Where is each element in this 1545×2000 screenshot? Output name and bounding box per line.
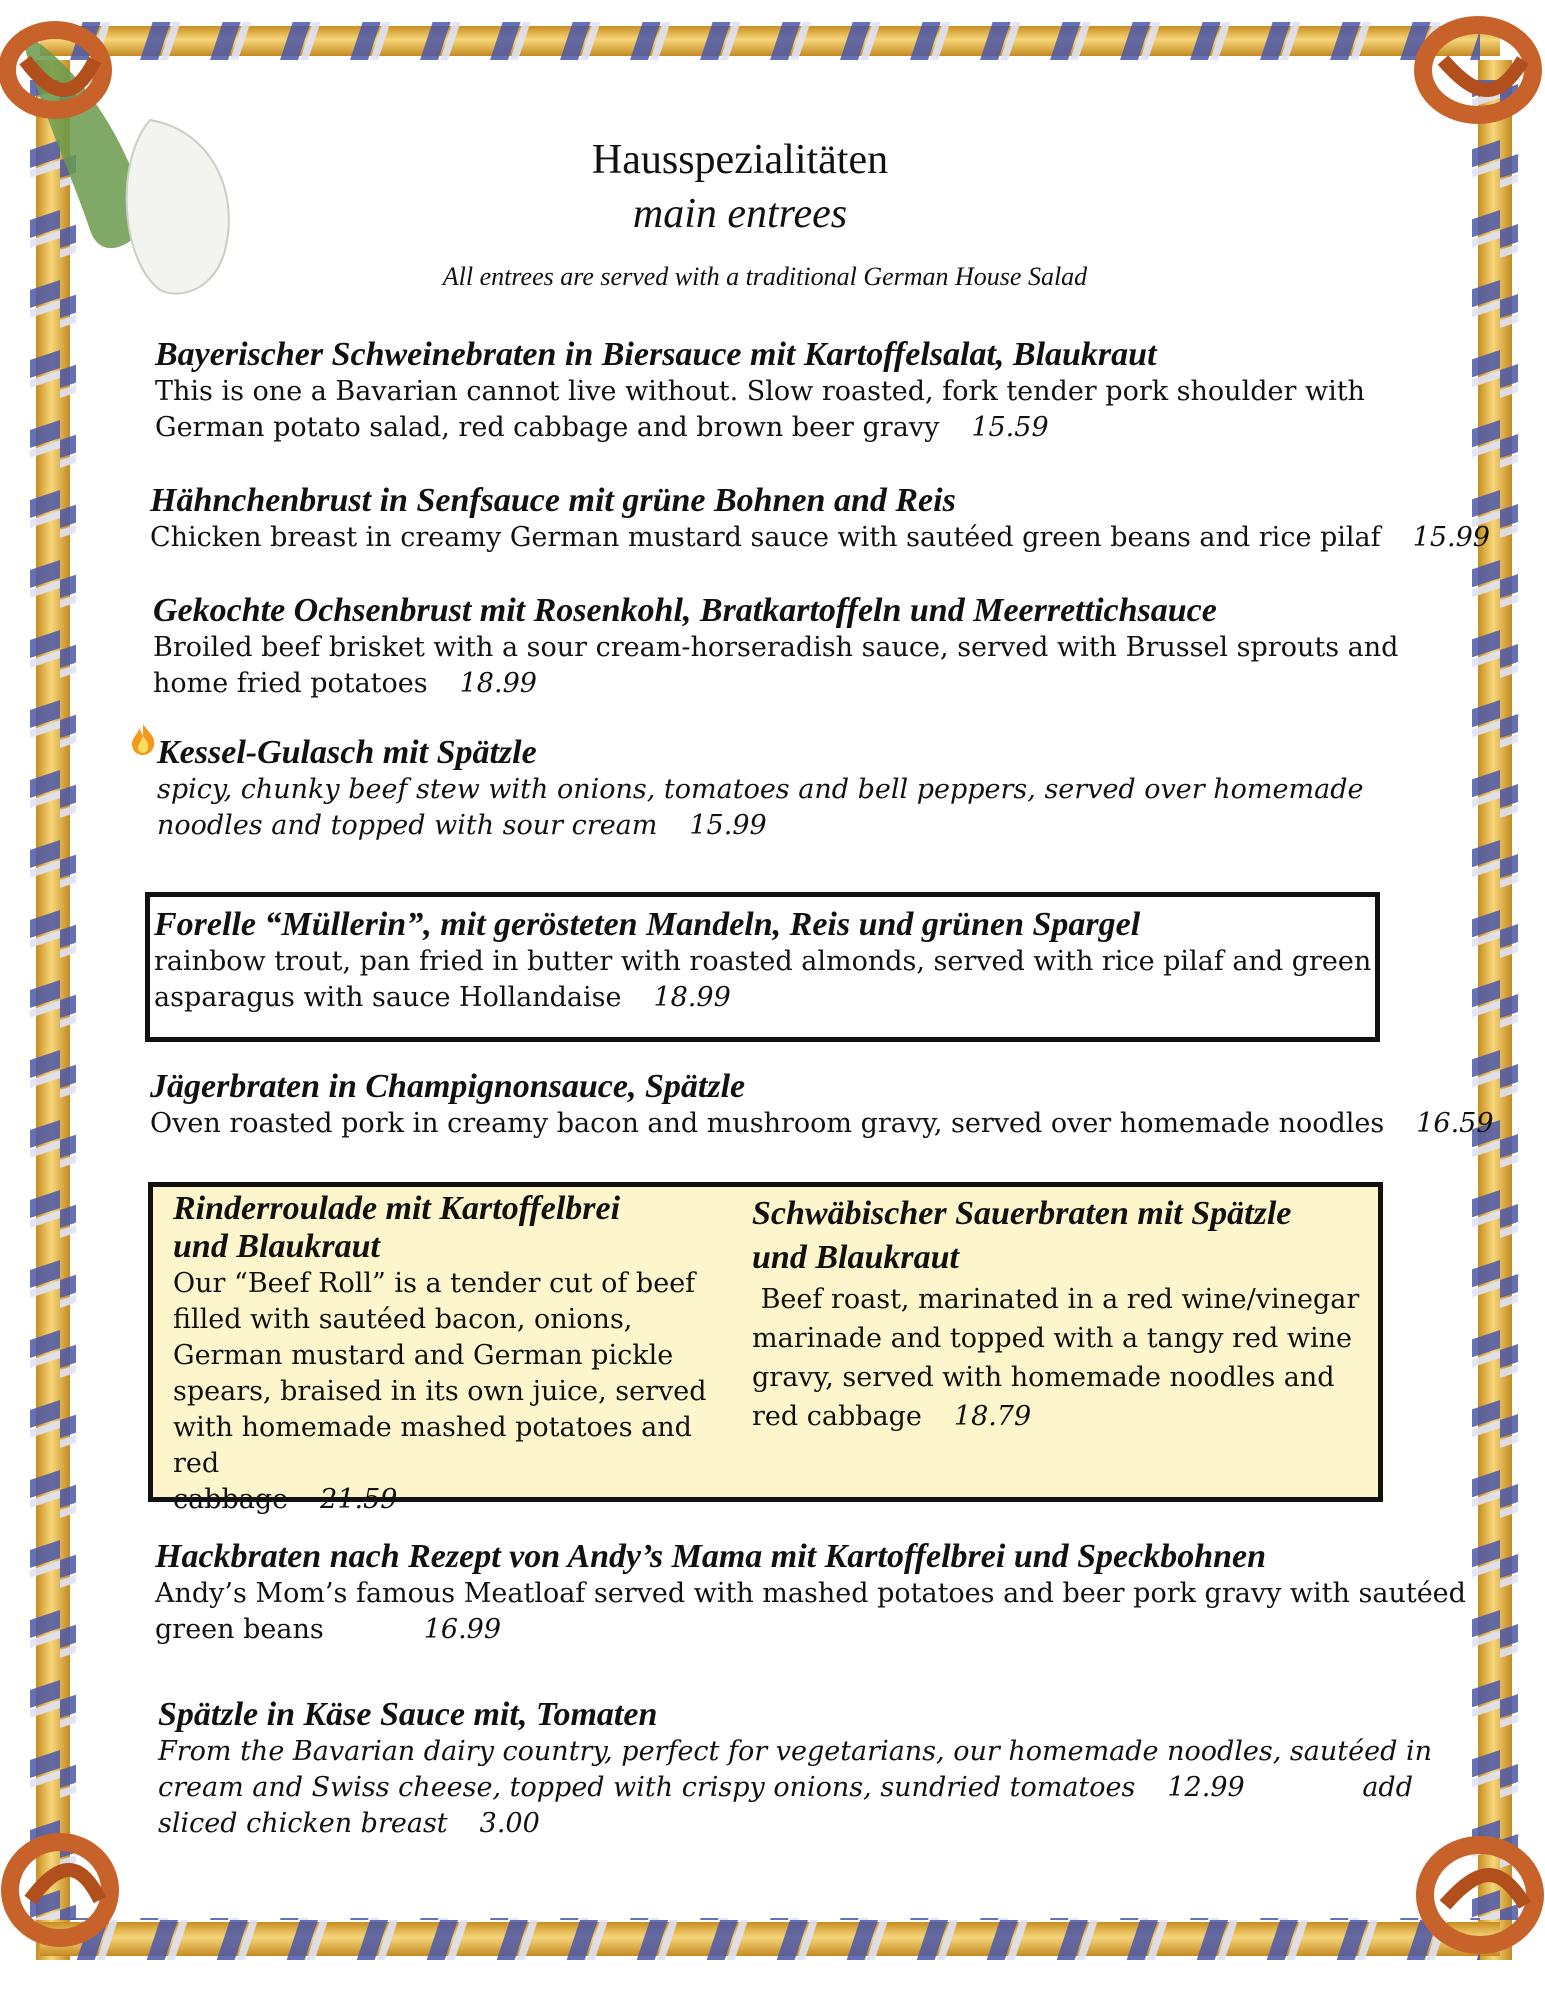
dish-price: 15.99 — [1412, 522, 1490, 553]
dish-description: home fried potatoes 18.99 — [153, 668, 537, 699]
dish-price: 21.59 — [320, 1484, 398, 1515]
dish-description: Broiled beef brisket with a sour cream-horseradish sauce, served with Brussel sprouts and — [153, 632, 1399, 663]
dish-price: 18.79 — [953, 1401, 1032, 1432]
addon-price: 3.00 — [479, 1808, 540, 1839]
dish-description: Andy’s Mom’s famous Meatloaf served with mashed potatoes and beer pork gravy with sautéed — [155, 1578, 1466, 1609]
menu-item — [155, 1538, 1466, 1648]
dish-price: 16.59 — [1416, 1108, 1494, 1139]
dish-description: green beans 16.99 — [155, 1614, 502, 1645]
dish-description: cabbage 21.59 — [173, 1484, 398, 1515]
dish-price: 18.99 — [459, 668, 537, 699]
menu-item — [150, 482, 1490, 556]
dish-description: Chicken breast in creamy German mustard sauce with sautéed green beans and rice pilaf 15.99 — [150, 522, 1490, 553]
dish-name: Rinderroulade mit Kartoffelbrei — [173, 1190, 621, 1227]
dish-name: Gekochte Ochsenbrust mit Rosenkohl, Bratkartoffeln und Meerrettichsauce — [153, 592, 1217, 629]
dish-description: asparagus with sauce Hollandaise 18.99 — [154, 982, 731, 1013]
dish-description: red cabbage 18.79 — [752, 1401, 1032, 1432]
dish-description: From the Bavarian dairy country, perfect for vegetarians, our homemade noodles, sautéed in — [158, 1736, 1432, 1767]
dish-description: noodles and topped with sour cream 15.99 — [157, 810, 767, 841]
dish-name: Schwäbischer Sauerbraten mit Spätzle — [752, 1195, 1292, 1232]
dish-description: sliced chicken breast 3.00 — [158, 1808, 540, 1839]
dish-description: gravy, served with homemade noodles and — [752, 1362, 1335, 1393]
dish-description: spears, braised in its own juice, served — [173, 1376, 707, 1407]
dish-price: 18.99 — [653, 982, 731, 1013]
dish-description: filled with sautéed bacon, onions, — [173, 1304, 633, 1335]
dish-price: 16.99 — [423, 1614, 502, 1645]
addon-label: add — [1362, 1772, 1413, 1803]
dish-name: und Blaukraut — [752, 1239, 959, 1276]
dish-description: rainbow trout, pan fried in butter with roasted almonds, served with rice pilaf and green — [154, 946, 1372, 977]
menu-item — [157, 734, 1363, 844]
dish-price: 15.99 — [689, 810, 767, 841]
menu-item — [150, 1068, 1494, 1142]
menu-item — [155, 336, 1365, 446]
dish-name: und Blaukraut — [173, 1228, 380, 1265]
dish-price: 15.59 — [971, 412, 1049, 443]
dish-name: Bayerischer Schweinebraten in Biersauce mit Kartoffelsalat, Blaukraut — [155, 336, 1157, 373]
dish-description: Beef roast, marinated in a red wine/vinegar — [752, 1284, 1360, 1315]
dish-description: This is one a Bavarian cannot live without. Slow roasted, fork tender pork shoulder with — [155, 376, 1365, 407]
page-subtitle: main entrees — [632, 191, 848, 237]
fire-icon — [128, 722, 158, 756]
menu-item — [752, 1192, 1360, 1436]
dish-description: German mustard and German pickle — [173, 1340, 674, 1371]
dish-description: spicy, chunky beef stew with onions, tomatoes and bell peppers, served over homemade — [157, 774, 1364, 805]
dish-description: cream and Swiss cheese, topped with crispy onions, sundried tomatoes 12.99 add — [158, 1770, 1413, 1806]
dish-price: 12.99 — [1167, 1772, 1245, 1803]
menu-item — [173, 1190, 733, 1518]
dish-name: Hackbraten nach Rezept von Andy’s Mama mit Kartoffelbrei und Speckbohnen — [155, 1538, 1267, 1575]
dish-description: Our “Beef Roll” is a tender cut of beef — [173, 1268, 696, 1299]
menu-item — [154, 906, 1371, 1016]
dish-name: Forelle “Müllerin”, mit gerösteten Mandeln, Reis und grünen Spargel — [154, 906, 1141, 943]
dish-description: German potato salad, red cabbage and brown beer gravy 15.59 — [155, 412, 1049, 443]
dish-name: Kessel-Gulasch mit Spätzle — [157, 734, 537, 771]
menu-item — [158, 1696, 1432, 1842]
dish-name: Hähnchenbrust in Senfsauce mit grüne Bohnen and Reis — [150, 482, 956, 519]
dish-description: Oven roasted pork in creamy bacon and mushroom gravy, served over homemade noodles 16.59 — [150, 1108, 1494, 1139]
dish-name: Spätzle in Käse Sauce mit, Tomaten — [158, 1696, 658, 1733]
dish-description: marinade and topped with a tangy red wine — [752, 1323, 1353, 1354]
salad-note: All entrees are served with a traditional German House Salad — [442, 262, 1088, 291]
menu-item — [153, 592, 1398, 702]
dish-name: Jägerbraten in Champignonsauce, Spätzle — [150, 1068, 746, 1105]
dish-description: with homemade mashed potatoes and red — [173, 1412, 692, 1479]
page-title: Hausspezialitäten — [591, 137, 889, 183]
